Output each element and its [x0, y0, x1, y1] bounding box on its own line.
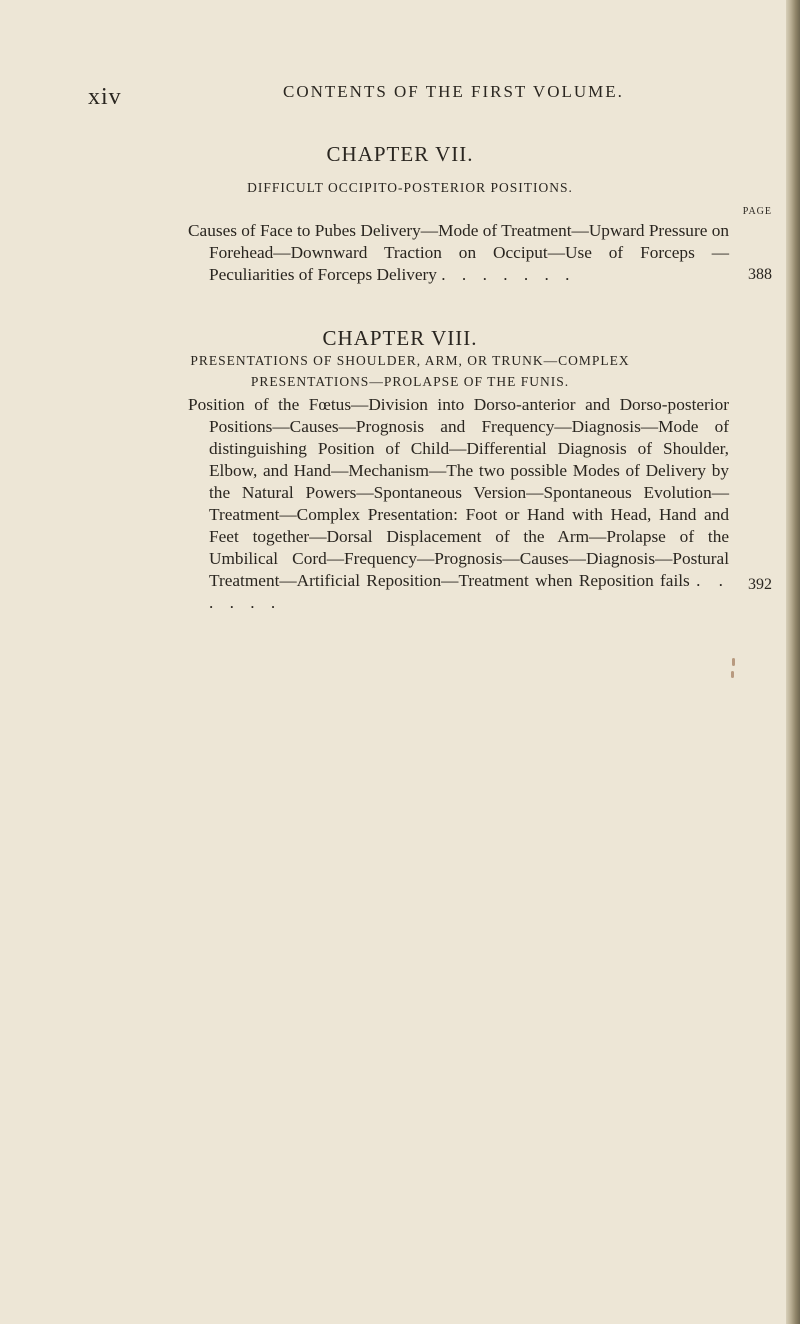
entry-text: Causes of Face to Pubes Delivery—Mode of Treatment—Upward Pressure on Forehead—Downward Traction on Occiput—Use of Forceps —Peculiarities of Forceps Delivery — [188, 221, 729, 284]
page-column-label: PAGE — [742, 206, 772, 217]
running-head: CONTENTS OF THE FIRST VOLUME. — [283, 82, 624, 101]
chapter-vii-subtitle: DIFFICULT OCCIPITO-POSTERIOR POSITIONS. — [247, 180, 573, 195]
entry-text: Position of the Fœtus—Division into Dorso-anterior and Dorso-posterior Positions—Causes—Prognosis and Frequency—Diagnosis—Mode of distinguishing Position of Child—Differential Diagnosis of Shoulder, Elbow, and Hand—Mechanism—The two possible Modes of Delivery by the Natural Powers—Spontaneous Version—Spontaneous Evolution—Treatment—Complex Presentation: Foot or Hand with Head, Hand and Feet together—Dorsal Displacement of the Arm—Prolapse of the Umbilical Cord—Frequency—Prognosis—Causes—Diagnosis—Postural Treatment—Artificial Reposition—Treatment when Reposition fails — [188, 395, 729, 590]
chapter-viii-title: CHAPTER VIII. — [322, 326, 478, 350]
chapter-vii-contents-entry — [188, 220, 729, 286]
chapter-vii-title: CHAPTER VII. — [326, 142, 474, 166]
chapter-vii-page-number: 388 — [748, 266, 772, 283]
dot-leader: . . . . . . . — [441, 265, 576, 284]
page-number: xiv — [88, 84, 122, 110]
paper-blemish — [731, 671, 734, 678]
chapter-viii-subtitle: PRESENTATIONS OF SHOULDER, ARM, OR TRUNK—COMPLEX PRESENTATIONS—PROLAPSE OF THE FUNIS. — [190, 353, 630, 389]
chapter-viii-page-number: 392 — [748, 576, 772, 593]
dot-leader: . . . . . . — [209, 571, 729, 612]
chapter-viii-contents-entry — [188, 394, 729, 614]
book-page-edge — [786, 0, 800, 1324]
paper-blemish — [732, 658, 735, 666]
